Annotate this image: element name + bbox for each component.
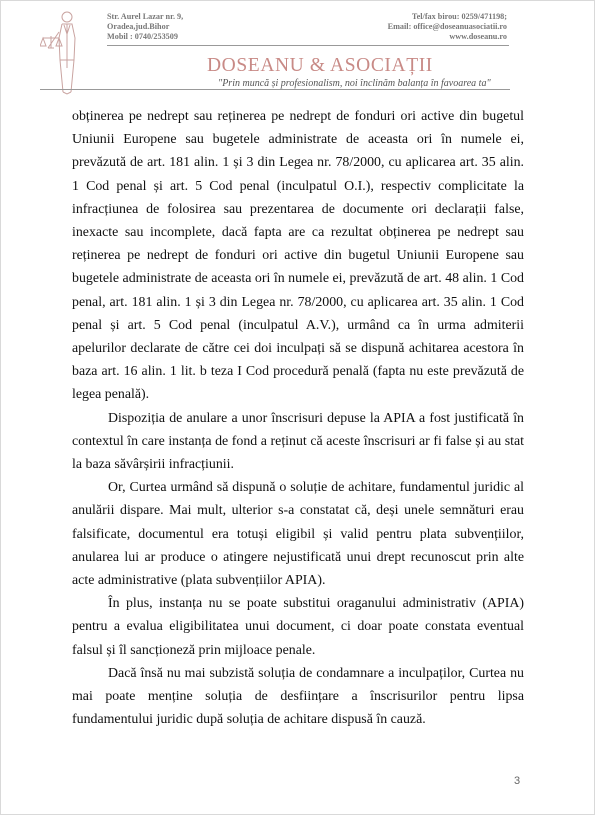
paragraph: Dispoziția de anulare a unor înscrisuri depuse la APIA a fost justificată în contextul în care instanța de fond a reținut că aceste înscrisuri ar fi false și au stat la baza săvârșirii infracțiunii. — [72, 410, 524, 473]
page-number: 3 — [514, 775, 521, 787]
lawyer-with-scales-logo — [40, 8, 88, 96]
contact-phone: Tel/fax birou: 0259/471198; — [411, 12, 507, 21]
contact-website: www.doseanu.ro — [449, 32, 507, 41]
firm-contact — [388, 12, 507, 42]
firm-address — [107, 12, 183, 42]
logo-graphic — [40, 8, 88, 96]
contact-email: Email: office@doseanuasociatii.ro — [387, 22, 507, 31]
paragraph: Dacă însă nu mai subzistă soluția de condamnare a inculpaților, Curtea nu mai poate menține soluția de desființare a înscrisurilor pentru lipsa fundamentului juridic după soluția de achitare dispusă în cauză. — [72, 665, 524, 728]
address-city: Oradea,jud.Bihor — [107, 22, 170, 31]
paragraph: obținerea pe nedrept sau reținerea pe nedrept de fonduri ori active din bugetul Uniunii Europene sau bugetele administrate de aceasta ori în numele ei, prevăzută de art. 181 alin. 1 și 3 din Legea nr. 78/2000, cu aplicarea art. 35 alin. 1 Cod penal și art. 5 Cod penal (inculpatul O.I.), respectiv complicitate la infracțiunea de folosirea sau prezentarea de documente ori declarații false, inexacte sau incomplete, dacă fapta are ca rezultat obținerea pe nedrept sau reținerea pe nedrept de fonduri ori active din bugetul Uniunii Europene sau bugetele administrate de aceasta ori în numele ei, prevăzută de art. 48 alin. 1 Cod penal, art. 181 alin. 1 și 3 din Legea nr. 78/2000, cu aplicarea art. 35 alin. 1 Cod penal și art. 5 Cod penal (inculpatul A.V.), urmând ca în urma admiterii apelurilor declarate de către cei doi inculpați să se dispună achitarea acestora în baza art. 16 alin. 1 lit. b teza I Cod procedură penală (fapta nu este prevăzută de legea penală). — [72, 109, 524, 403]
paragraph: În plus, instanța nu se poate substitui oraganului administrativ (APIA) pentru a evalua eligibilitatea unui document, ci doar poate constata eventual falsul și îl sancționeză prin mijloace penale. — [72, 596, 524, 658]
address-street: Str. Aurel Lazar nr. 9, — [107, 12, 184, 21]
document-body — [72, 105, 524, 731]
firm-motto: "Prin muncă și profesionalism, noi înclinăm balanța în favoarea ta" — [218, 78, 491, 89]
firm-name: DOSEANU & ASOCIAȚII — [207, 55, 433, 76]
header-divider — [107, 45, 509, 46]
paragraph: Or, Curtea urmând să dispună o soluție de achitare, fundamentul juridic al anulării dispare. Mai mult, ulterior s-a constatat că, deși unele semnături erau falsificate, documentul era totuși eligibil și valid pentru plata subvențiilor, anularea lui ar produce o atingere nejustificată unui drept recunoscut prin alte acte administrative (plata subvențiilor APIA). — [72, 480, 524, 589]
motto-divider — [40, 89, 510, 90]
address-mobile: Mobil : 0740/253509 — [107, 32, 178, 41]
